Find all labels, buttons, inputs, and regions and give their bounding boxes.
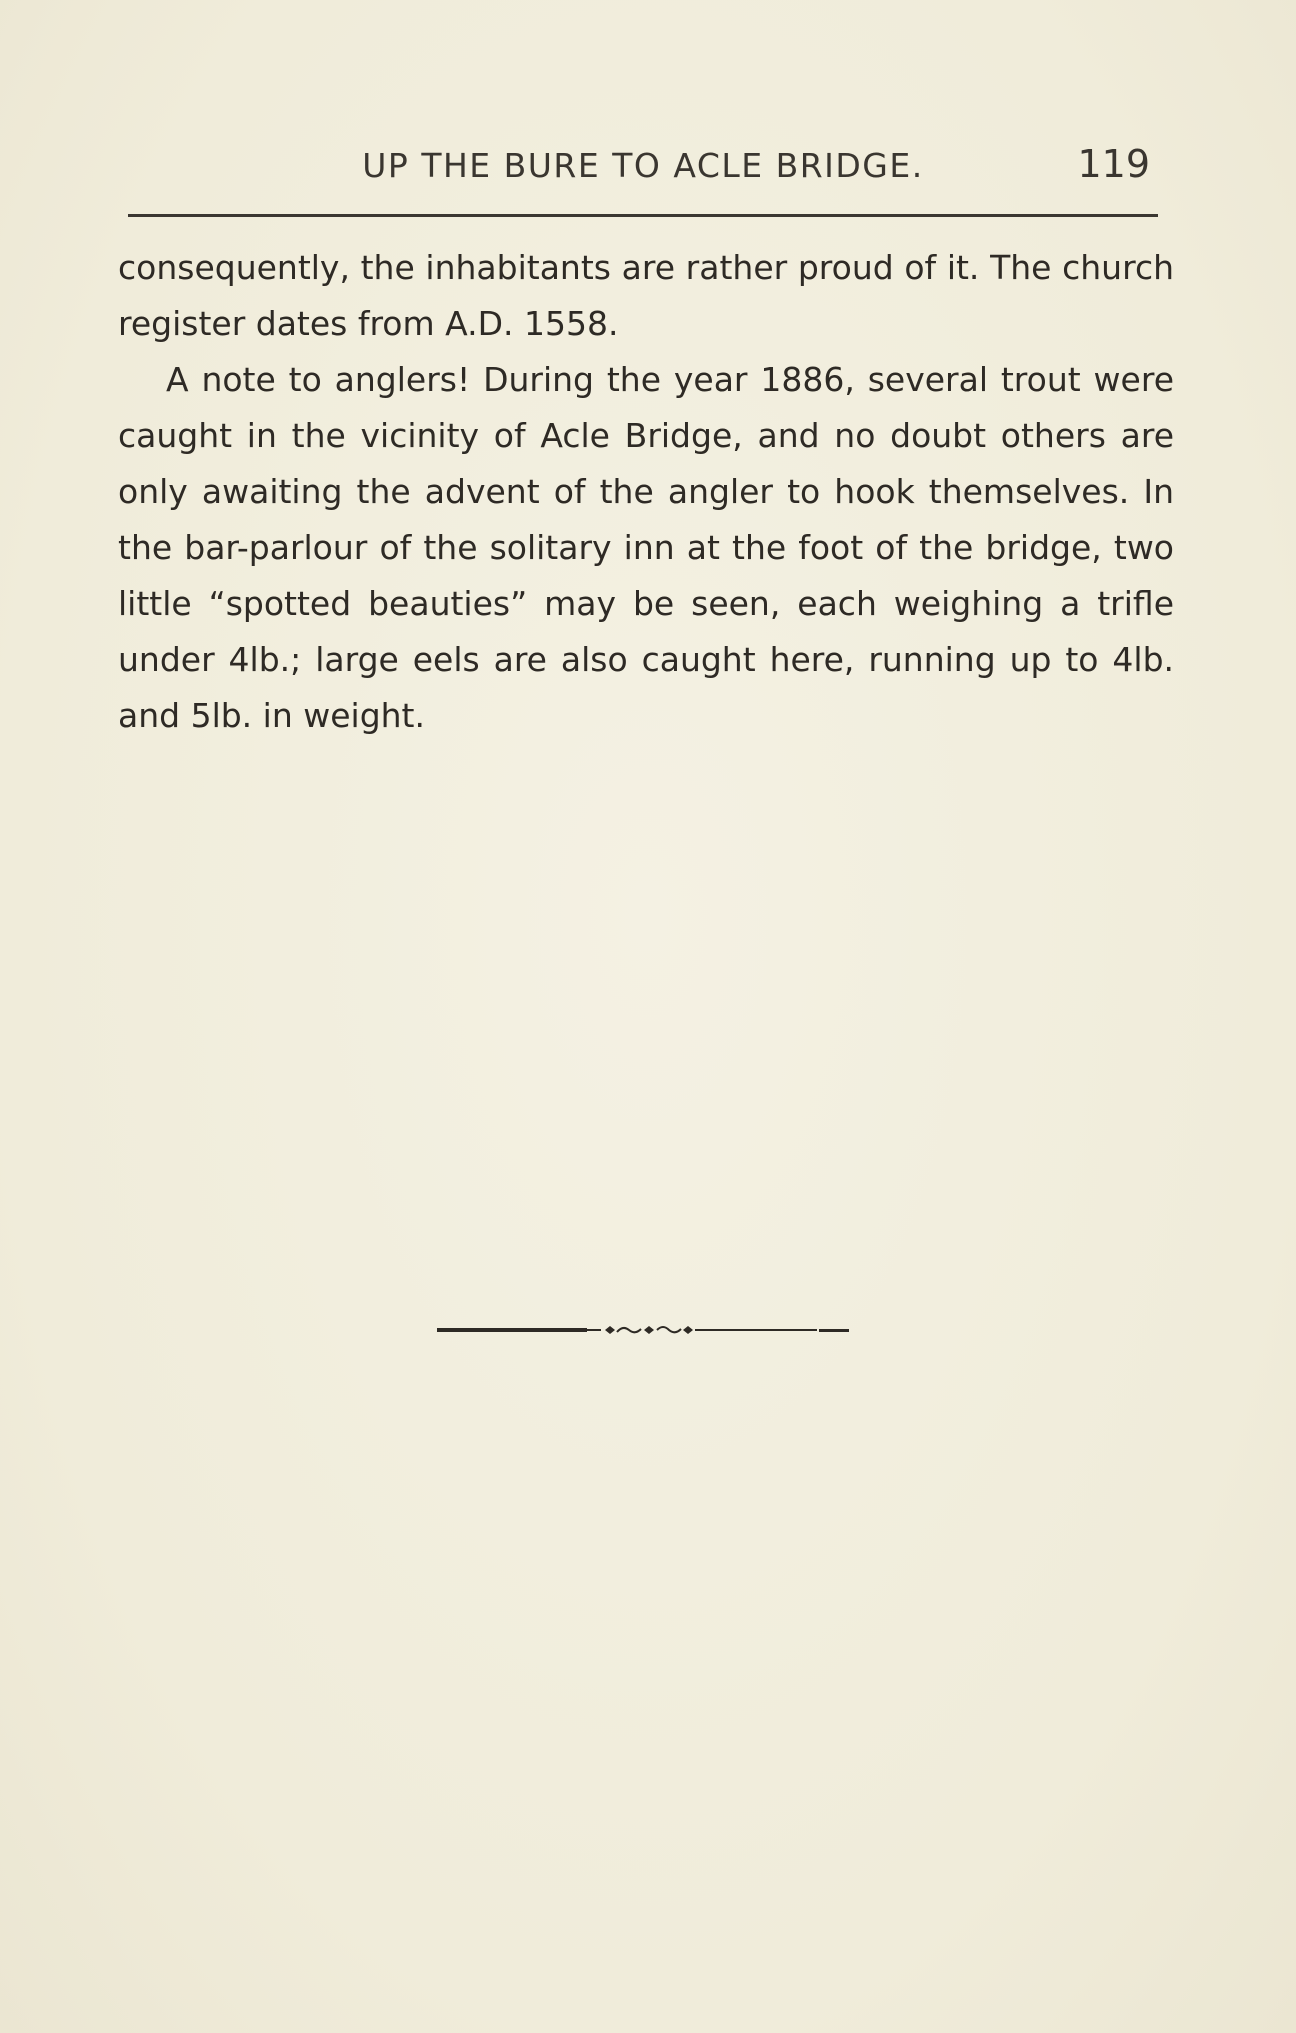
ornament-scroll-left xyxy=(617,1328,641,1332)
ornament-left-rule-thin xyxy=(587,1329,601,1331)
ornament-scroll-right xyxy=(657,1327,681,1332)
tailpiece-ornament xyxy=(437,1323,857,1337)
ornament-right-rule xyxy=(695,1329,817,1331)
page-number: 119 xyxy=(1077,142,1150,186)
ornament-diamond-center xyxy=(644,1326,654,1334)
ornament-right-rule-end xyxy=(819,1329,849,1332)
body-text xyxy=(118,240,1174,744)
ornament-diamond-right xyxy=(683,1326,693,1334)
paragraph-1: consequently, the inhabitants are rather proud of it. The church register dates from A.D. 1558. xyxy=(118,248,1174,343)
running-head xyxy=(118,142,1168,198)
header-rule xyxy=(128,214,1158,217)
paragraph-2: A note to anglers! During the year 1886, several trout were caught in the vicinity of Acle Bridge, and no doubt others are only awaiting the advent of the angler to hook themselves. In the bar-parlour of the solitary inn at the foot of the bridge, two little “spotted beauties” may be seen, each weighing a trifle under 4lb.; large eels are also caught here, running up to 4lb. and 5lb. in weight. xyxy=(118,360,1174,735)
ornament-diamond-left xyxy=(605,1326,615,1334)
ornament-left-rule xyxy=(437,1328,587,1332)
running-title: UP THE BURE TO ACLE BRIDGE. xyxy=(362,146,924,185)
